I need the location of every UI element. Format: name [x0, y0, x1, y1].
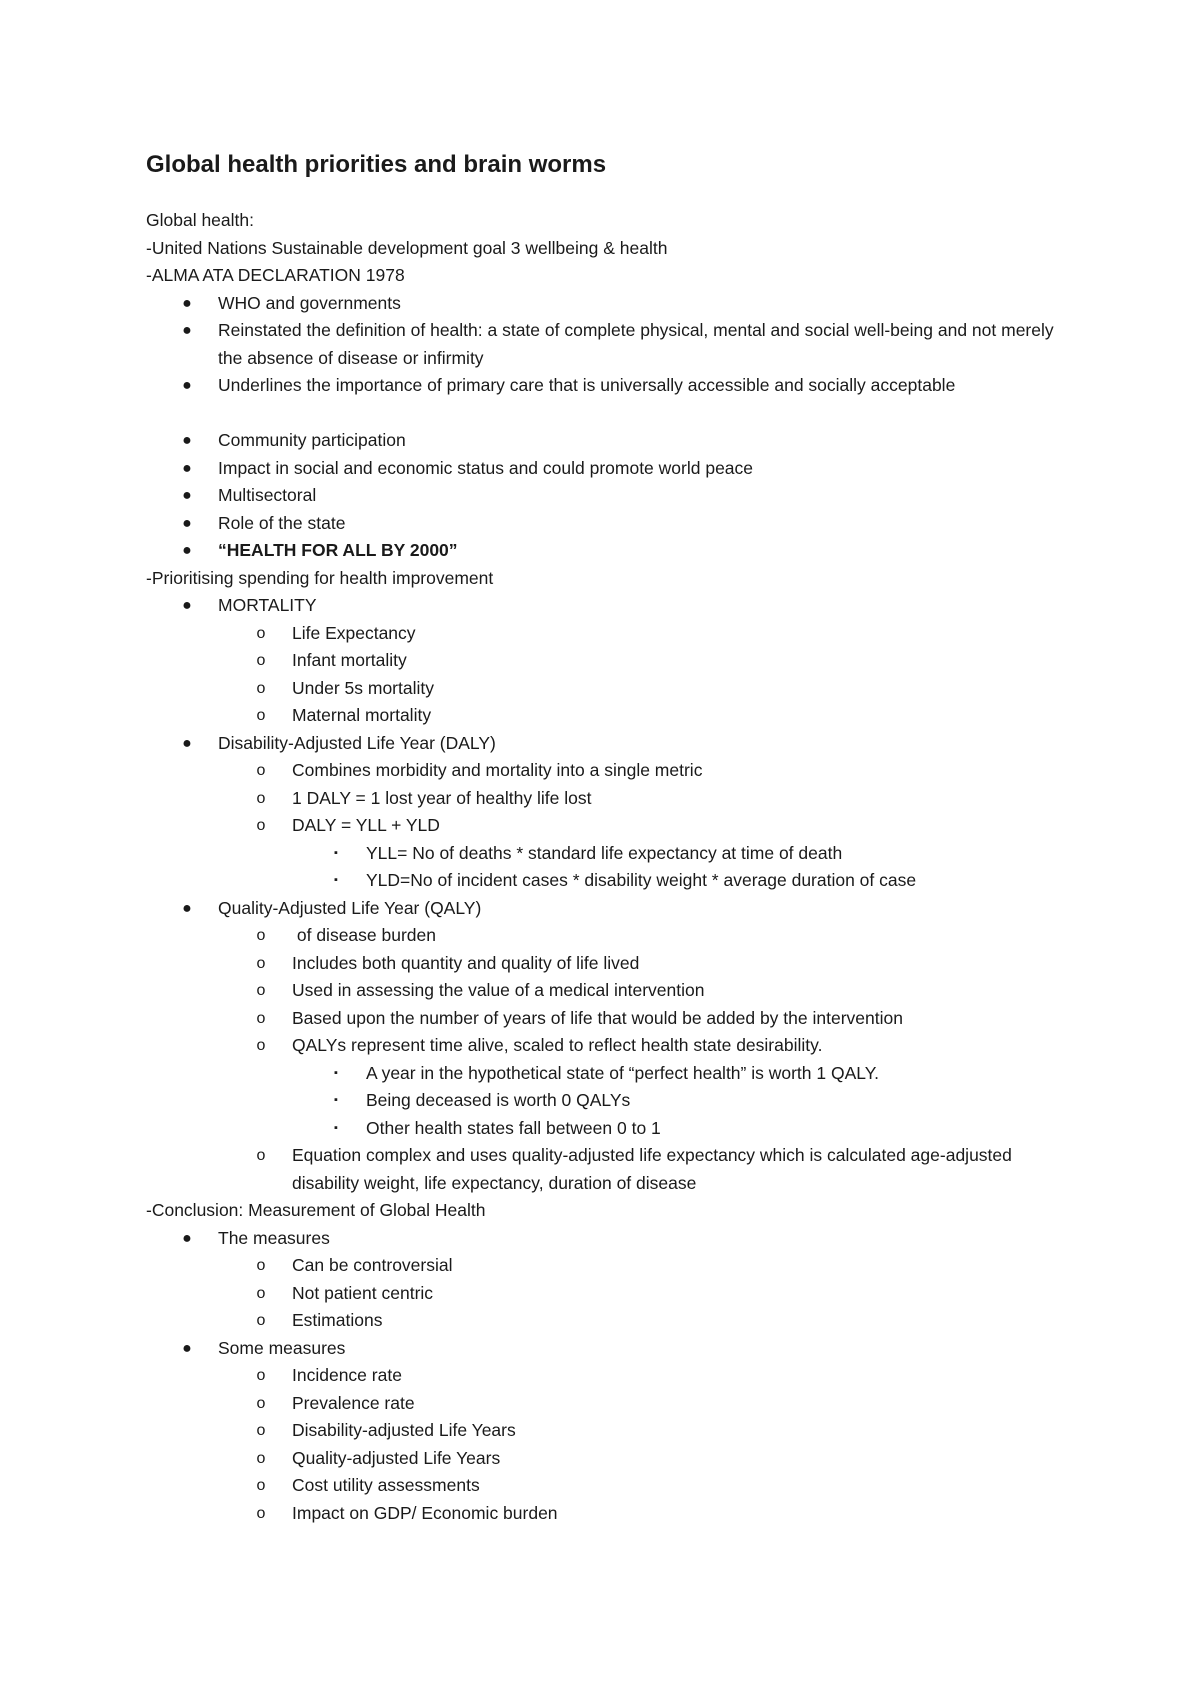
- list-item: ● Impact in social and economic status and could promote world peace: [0, 455, 1058, 483]
- list-item: o Combines morbidity and mortality into a single metric: [0, 757, 1062, 785]
- conclusion-heading: -Conclusion: Measurement of Global Health: [146, 1200, 486, 1220]
- bullet-square-icon: ▪: [334, 874, 338, 886]
- list-item: o Cost utility assessments: [0, 1472, 1062, 1500]
- bullet-circle-icon: o: [256, 1009, 266, 1027]
- bullet-circle-icon: o: [256, 927, 266, 944]
- list-item: o Impact on GDP/ Economic burden: [0, 1500, 1062, 1528]
- bullet-square-icon: ▪: [334, 846, 338, 859]
- document-title: Global health priorities and brain worms: [146, 151, 607, 178]
- list-item: ● Community participation: [0, 427, 1058, 455]
- list-item: o Can be controversial: [0, 1252, 1062, 1280]
- list-item: o Infant mortality: [0, 647, 1062, 675]
- bullet-circle-icon: o: [256, 954, 266, 972]
- list-item: o Maternal mortality: [0, 702, 1062, 730]
- list-item: o Under 5s mortality: [0, 675, 1062, 703]
- list-item: ▪ YLD=No of incident cases * disability weight * average duration of case: [0, 867, 1066, 895]
- section-heading-global-health: Global health:: [146, 210, 254, 230]
- bullet-dot-icon: ●: [182, 899, 192, 917]
- bullet-dot-icon: ●: [182, 542, 192, 559]
- bullet-circle-icon: o: [256, 1284, 266, 1302]
- list-item: o Used in assessing the value of a medical intervention: [0, 977, 1062, 1005]
- bullet-dot-icon: ●: [182, 459, 192, 477]
- bullet-circle-icon: o: [256, 1449, 266, 1467]
- list-item: o Estimations: [0, 1307, 1062, 1335]
- bullet-dot-icon: ●: [182, 294, 192, 312]
- list-item: o Disability-adjusted Life Years: [0, 1417, 1062, 1445]
- mortality-group: [0, 592, 1200, 730]
- bullet-circle-icon: o: [256, 1422, 266, 1439]
- bullet-dot-icon: ●: [182, 734, 192, 752]
- list-item: o DALY = YLL + YLD: [0, 812, 1062, 840]
- list-item: ● MORTALITY: [0, 592, 1058, 620]
- list-item: ● Multisectoral: [0, 482, 1058, 510]
- bullet-circle-icon: o: [256, 1394, 266, 1412]
- bullet-square-icon: ▪: [334, 1094, 338, 1106]
- list-item: o QALYs represent time alive, scaled to reflect health state desirability.: [0, 1032, 1062, 1060]
- bullet-square-icon: ▪: [334, 1066, 338, 1079]
- bullet-circle-icon: o: [256, 1147, 266, 1164]
- list-item: ▪ YLL= No of deaths * standard life expectancy at time of death: [0, 840, 1066, 868]
- bullet-dot-icon: ●: [182, 432, 192, 449]
- bullet-circle-icon: o: [256, 762, 266, 779]
- list-item: o Quality-adjusted Life Years: [0, 1445, 1062, 1473]
- slogan-text: “HEALTH FOR ALL BY 2000”: [218, 540, 458, 560]
- prioritising-heading: -Prioritising spending for health improvement: [146, 567, 494, 588]
- list-item: o Not patient centric: [0, 1280, 1062, 1308]
- bullet-square-icon: ▪: [334, 1121, 338, 1134]
- list-item: ● Disability-Adjusted Life Year (DALY): [0, 730, 1058, 758]
- list-item: o 1 DALY = 1 lost year of healthy life lost: [0, 785, 1062, 813]
- alma-ata-heading: -ALMA ATA DECLARATION 1978: [146, 265, 405, 285]
- list-item: ● The measures: [0, 1225, 1058, 1253]
- list-item: ● WHO and governments: [0, 290, 1058, 318]
- bullet-dot-icon: ●: [182, 1339, 192, 1357]
- list-item: ● Underlines the importance of primary care that is universally accessible and socially acceptable: [0, 372, 1058, 427]
- alma-ata-list: [0, 290, 1200, 565]
- list-item: o Equation complex and uses quality-adjusted life expectancy which is calculated age-adjusted disability weight, life expectancy, duration of disease: [0, 1142, 1062, 1197]
- list-item: ● Quality-Adjusted Life Year (QALY): [0, 895, 1058, 923]
- bullet-circle-icon: o: [256, 789, 266, 807]
- bullet-dot-icon: ●: [182, 514, 192, 532]
- bullet-circle-icon: o: [256, 1504, 266, 1522]
- list-item: o Incidence rate: [0, 1362, 1062, 1390]
- list-item: ▪ Other health states fall between 0 to 1: [0, 1115, 1066, 1143]
- bullet-circle-icon: o: [256, 1312, 266, 1329]
- list-item: [0, 537, 1058, 565]
- bullet-circle-icon: o: [256, 707, 266, 724]
- list-item: ▪ A year in the hypothetical state of “perfect health” is worth 1 QALY.: [0, 1060, 1066, 1088]
- bullet-circle-icon: o: [256, 1477, 266, 1494]
- list-item: ● Some measures: [0, 1335, 1058, 1363]
- list-item: ▪ Being deceased is worth 0 QALYs: [0, 1087, 1066, 1115]
- the-measures-group: [0, 1225, 1200, 1335]
- bullet-circle-icon: o: [256, 982, 266, 999]
- list-item: o of disease burden: [0, 922, 1062, 950]
- bullet-dot-icon: ●: [182, 1229, 192, 1247]
- bullet-dot-icon: ●: [182, 597, 192, 614]
- list-item: o Includes both quantity and quality of life lived: [0, 950, 1062, 978]
- bullet-circle-icon: o: [256, 817, 266, 834]
- some-measures-group: [0, 1335, 1200, 1528]
- qaly-group: [0, 895, 1200, 1198]
- daly-group: [0, 730, 1200, 895]
- sdg-line: -United Nations Sustainable development goal 3 wellbeing & health: [146, 237, 668, 258]
- bullet-circle-icon: o: [256, 652, 266, 669]
- bullet-circle-icon: o: [256, 1037, 266, 1054]
- bullet-circle-icon: o: [256, 1367, 266, 1384]
- document-body: [0, 207, 1200, 1527]
- bullet-dot-icon: ●: [182, 377, 192, 394]
- bullet-dot-icon: ●: [182, 487, 192, 504]
- bullet-circle-icon: o: [256, 624, 266, 642]
- bullet-circle-icon: o: [256, 1257, 266, 1274]
- list-item: o Life Expectancy: [0, 620, 1062, 648]
- list-item: o Prevalence rate: [0, 1390, 1062, 1418]
- bullet-circle-icon: o: [256, 679, 266, 697]
- list-item: o Based upon the number of years of life that would be added by the intervention: [0, 1005, 1062, 1033]
- list-item: ● Reinstated the definition of health: a state of complete physical, mental and social well-being and not merely the absence of disease or infirmity: [0, 317, 1058, 372]
- bullet-dot-icon: ●: [182, 322, 192, 339]
- list-item: ● Role of the state: [0, 510, 1058, 538]
